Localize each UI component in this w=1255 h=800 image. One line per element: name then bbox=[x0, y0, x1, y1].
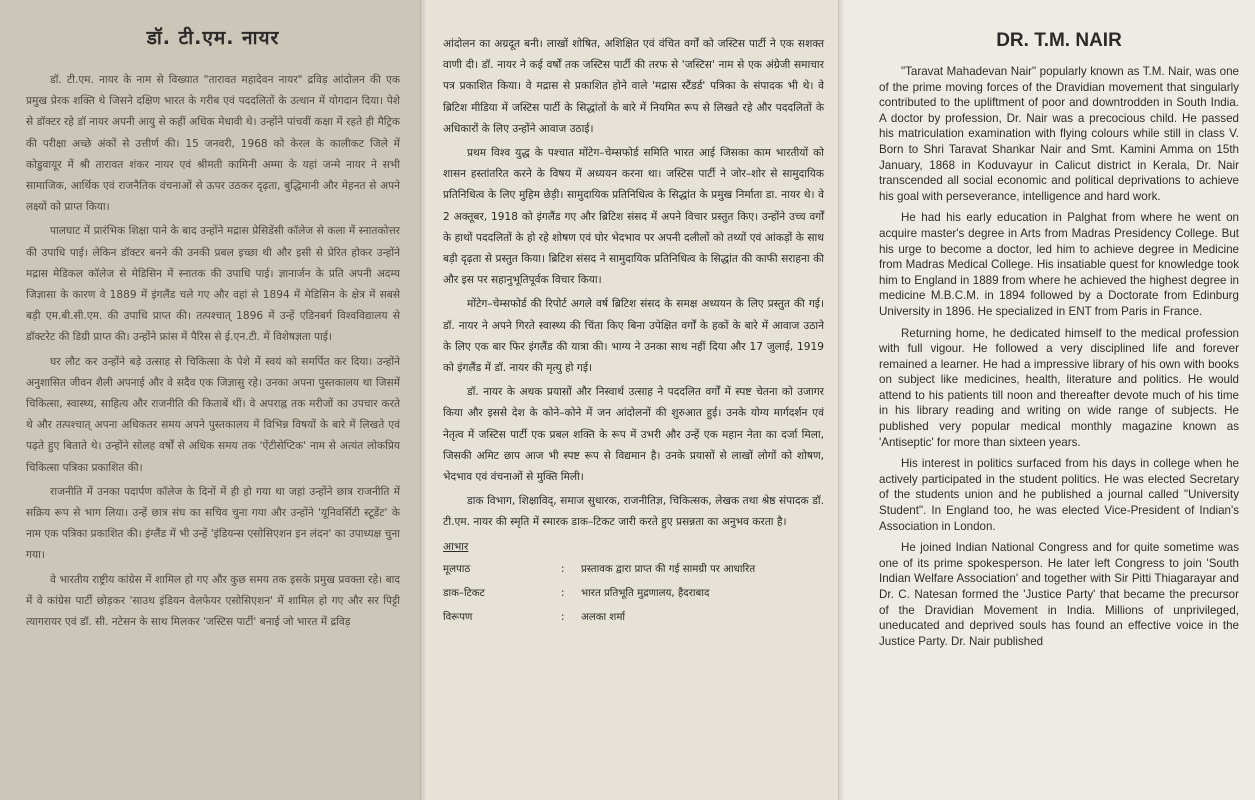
hindi-paragraph-3: घर लौट कर उन्होंने बड़े उत्साह से चिकित्सा के पेशे में स्वयं को समर्पित कर दिया। उन्होंने अनुशासित जीवन शैली अपनाई और वे सदैव एक जिज्ञासु रहे। उनका अपना पुस्तकालय था जिसमें चिकित्सा, स्वास्थ्य, साहित्य और राजनीति की किताबें थीं। वे अपराह्न तक मरीजों का उपचार करते थे और तत्पश्चात् अपना अधिकतर समय अपने पुस्तकालय में विभिन्न विषयों के बारे में लिखते एवं पढ़ते हुए बिताते थे। उन्होंने सोलह वर्षों से अधिक समय तक 'ऐंटीसेप्टिक' नाम से अत्यंत लोकप्रिय चिकित्सा पत्रिका प्रकाशित की। bbox=[26, 355, 400, 474]
acknowledgement-label: मूलपाठ bbox=[443, 563, 471, 575]
hindi-paragraph-4: राजनीति में उनका पदार्पण कॉलेज के दिनों में ही हो गया था जहां उन्होंने छात्र राजनीति में सक्रिय रूप से भाग लिया। उन्हें छात्र संघ का सचिव चुना गया और उन्होंने 'यूनिवर्सिटी स्टूडेंट' के नाम एक पत्रिका प्रकाशित की। इंग्लैंड में भी उन्हें 'इंडियन्स एसोसिएशन इन लंदन' का उपाध्यक्ष चुना गया। bbox=[26, 485, 400, 562]
acknowledgement-value: अलका शर्मा bbox=[581, 611, 626, 623]
english-title: DR. T.M. NAIR bbox=[996, 30, 1122, 51]
acknowledgement-row bbox=[443, 561, 824, 579]
acknowledgement-value: भारत प्रतिभूति मुद्रणालय, हैदराबाद bbox=[581, 587, 710, 599]
english-paragraph-4: His interest in politics surfaced from his days in college when he actively participated in the student politics. He was elected Secretary of the students union and he published a journal called "University Student". In England too, he was elected Vice-President of Indian's Association in London. bbox=[879, 457, 1239, 533]
hindi-paragraph-8: डॉ. नायर के अथक प्रयासों और निस्वार्थ उत्साह ने पददलित वर्गों में स्पष्ट चेतना को उजागर किया और इससे देश के कोने–कोने में जन आंदोलनों की शुरुआत हुई। उनके योग्य मार्गदर्शन एवं नेतृत्व में जस्टिस पार्टी एक प्रबल शक्ति के रूप में उभरी और उन्हें एक महान नेता का दर्जा मिला, जिसकी अमिट छाप आज भी स्पष्ट रूप से विद्यमान है। उनके प्रयासों से लाखों लोगों को शोषण, भेदभाव एवं वंचनाओं से मुक्ति मिली। bbox=[443, 386, 824, 484]
acknowledgement-label: डाक–टिकट bbox=[443, 587, 485, 599]
acknowledgement-heading: आभार bbox=[443, 540, 469, 553]
hindi-paragraph-1: डॉ. टी.एम. नायर के नाम से विख्यात "तारावत महादेवन नायर" द्रविड़ आंदोलन की एक प्रमुख प्रेरक शक्ति थे जिसने दक्षिण भारत के गरीब एवं पददलितों के उत्थान में योगदान दिया। पेशे से डॉक्टर रहे डॉ नायर अपनी आयु से कहीं अधिक मेधावी थे। उन्होंने पांचवीं कक्षा में रहते ही मैट्रिक की परीक्षा अच्छे अंकों से उत्तीर्ण की। 15 जनवरी, 1968 को केरल के कालीकट जिले में कोडुवायूर में श्री तारावत शंकर नायर एवं श्रीमती कामिनी अम्मा के यहां जन्मे नायर ने सभी सामाजिक, आर्थिक एवं राजनैतिक वंचनाओं से ऊपर उठकर दृढ़ता, बुद्धिमानी और मेहनत से अपने लक्ष्यों को प्राप्त किया। bbox=[26, 74, 400, 214]
english-paragraph-2: He had his early education in Palghat from where he went on acquire master's degree in Arts from Madras Presidency College. But his urge to become a doctor, led him to achieve degree in Medicine from Madras Medical College. His insatiable quest for knowledge took him to England in 1889 from where he achieved the highest degree in medicine M.B.C.M. in 1894 followed by a Doctorate from Edinburg University in 1896. He specialized in ENT from Paris in France. bbox=[879, 211, 1239, 318]
hindi-paragraph-7: मोंटेग–चेम्सफोर्ड की रिपोर्ट अगले वर्ष ब्रिटिश संसद के समक्ष अध्ययन के लिए प्रस्तुत की गई। डॉ. नायर ने अपने गिरते स्वास्थ्य की चिंता किए बिना उपेक्षित वर्गों के हकों के बारे में आवाज उठाने के लिए एक बार फिर इंगलैंड की यात्रा की। भाग्य ने उनका साथ नहीं दिया और 17 जुलाई, 1919 को इंगलैंड में डॉ. नायर की मृत्यु हो गई। bbox=[443, 298, 824, 375]
hindi-title: डॉ. टी.एम. नायर bbox=[146, 27, 280, 49]
acknowledgement-label: विरूपण bbox=[443, 611, 473, 623]
separator: : bbox=[561, 563, 565, 575]
acknowledgement-row bbox=[443, 609, 824, 627]
hindi-middle-panel bbox=[420, 0, 838, 800]
fold-shadow bbox=[421, 0, 427, 800]
hindi-left-panel bbox=[0, 0, 420, 800]
separator: : bbox=[561, 587, 565, 599]
hindi-paragraph-9: डाक विभाग, शिक्षाविद्, समाज सुधारक, राजनीतिज्ञ, चिकित्सक, लेखक तथा श्रेष्ठ संपादक डॉ. टी.एम. नायर की स्मृति में स्मारक डाक–टिकट जारी करते हुए प्रसन्नता का अनुभव करता है। bbox=[443, 495, 824, 529]
hindi-paragraph-6: प्रथम विश्व युद्ध के पश्चात मोंटेग–चेम्सफोर्ड समिति भारत आई जिसका काम भारतीयों को शासन हस्तांतरित करने के विषय में अध्ययन करना था। जस्टिस पार्टी ने जोर–शोर से सामुदायिक प्रतिनिधित्व के लिए मुहिम छेड़ी। सामुदायिक प्रतिनिधित्व के सिद्धांत के प्रमुख निर्माता डा. नायर थे। वे 2 अक्तूबर, 1918 को इंगलैंड गए और ब्रिटिश संसद में अपने विचार प्रस्तुत किए। उन्होंने उच्च वर्गों के हाथों पददलितों के हो रहे शोषण एवं घोर भेदभाव पर अपनी दलीलों को तथ्यों एवं आंकड़ों के साथ बड़ी दृढ़ता से प्रस्तुत किया। ब्रिटिश संसद ने सामुदायिक प्रतिनिधित्व के सिद्धांत की काफी सराहना की और इस पर सहानुभूतिपूर्वक विचार किया। bbox=[443, 147, 824, 287]
english-paragraph-5: He joined Indian National Congress and for quite sometime was one of its prime spokesperson. He later left Congress to join 'South Indian Welfare Association' and together with Sir Pitti Thiagarayar and Dr. C. Natesan formed the 'Justice Party' that became the precursor of the Dravidian Movement in India. Millions of unprivileged, uneducated and deprived souls has found an effective voice in the Justice Party. Dr. Nair published bbox=[879, 541, 1239, 648]
acknowledgement-row bbox=[443, 585, 824, 603]
hindi-paragraph-5: वे भारतीय राष्ट्रीय कांग्रेस में शामिल हो गए और कुछ समय तक इसके प्रमुख प्रवक्ता रहे। बाद में वे कांग्रेस पार्टी छोड़कर 'साउथ इंडियन वेलफेयर एसोसिएशन' में शामिल हो गए और सर पिट्टी त्यागरायर एवं डॉ. सी. नटेसन के साथ मिलकर 'जस्टिस पार्टी' बनाई जो भारत में द्रविड़ bbox=[26, 573, 400, 629]
english-paragraph-3: Returning home, he dedicated himself to the medical profession with full vigour. He followed a very disciplined life and forever remained a learner. He had a impressive library of his own with books on subject like medicines, health, literature and politics. He would attend to his patients till noon and thereafter devote much of his time in his library reading and writing on wide range of subjects. He published very popular medical monthly magazine known as 'Antiseptic' for more than sixteen years. bbox=[879, 326, 1239, 449]
english-paragraph-1: "Taravat Mahadevan Nair" popularly known as T.M. Nair, was one of the prime moving forces of the Dravidian movement that singularly contributed to the upliftment of poor and downtrodden in South India. A doctor by profession, Dr. Nair was a precocious child. He passed his matriculation examination with flying colours while still in class V. Born to Shri Taravat Shankar Nair and Smt. Kamini Amma on 15th January, 1868 in Koduvayur in Calicut district in Kerala, Dr. Nair transcended all social economic and political deprivations to achieve his goal with perseverance, intelligence and hard work. bbox=[879, 65, 1239, 203]
fold-shadow bbox=[839, 0, 845, 800]
hindi-paragraph-2: पालघाट में प्रारंभिक शिक्षा पाने के बाद उन्होंने मद्रास प्रेसिडेंसी कॉलेज से कला में स्नातकोत्तर की उपाधि पाई। लेकिन डॉक्टर बनने की उनकी प्रबल इच्छा थी और इसी से प्रेरित होकर उन्होंने मद्रास मेडिकल कॉलेज से मेडिसिन में स्नातक की उपाधि पाई। ज्ञानार्जन के प्रति अपनी अदम्य जिज्ञासा के कारण वे 1889 में इंगलैंड चले गए और वहां से 1894 में मेडिसिन के क्षेत्र में सबसे बड़ी एम.बी.सी.एम. की उपाधि प्राप्त की। तत्पश्चात् 1896 में उन्हें एडिनबर्ग विश्वविद्यालय से डॉक्टरेट की डिग्री प्राप्त की। उन्होंने फ्रांस में पैरिस से ई.एन.टी. में विशेषज्ञता पाई। bbox=[26, 225, 400, 344]
acknowledgement-value: प्रस्तावक द्वारा प्राप्त की गई सामग्री पर आधारित bbox=[581, 563, 756, 575]
english-panel bbox=[838, 0, 1255, 800]
separator: : bbox=[561, 611, 565, 623]
hindi-continued-paragraph: आंदोलन का अग्रदूत बनी। लाखों शोषित, अशिक्षित एवं वंचित वर्गों को जस्टिस पार्टी ने एक सशक्त वाणी दी। डॉ. नायर ने कई वर्षों तक जस्टिस पार्टी की तरफ से 'जस्टिस' नाम से एक अंग्रेजी समाचार पत्र प्रकाशित किया। वे मद्रास से प्रकाशित होने वाले 'मद्रास स्टैंडर्ड' पत्रिका के संपादक भी थे। वे ब्रिटिश मीडिया में जस्टिस पार्टी के सिद्धांतों के बारे में नियमित रूप से लिखते रहे और पददलितों के अधिकारों के लिए उन्होंने आवाज उठाई। bbox=[443, 38, 824, 135]
